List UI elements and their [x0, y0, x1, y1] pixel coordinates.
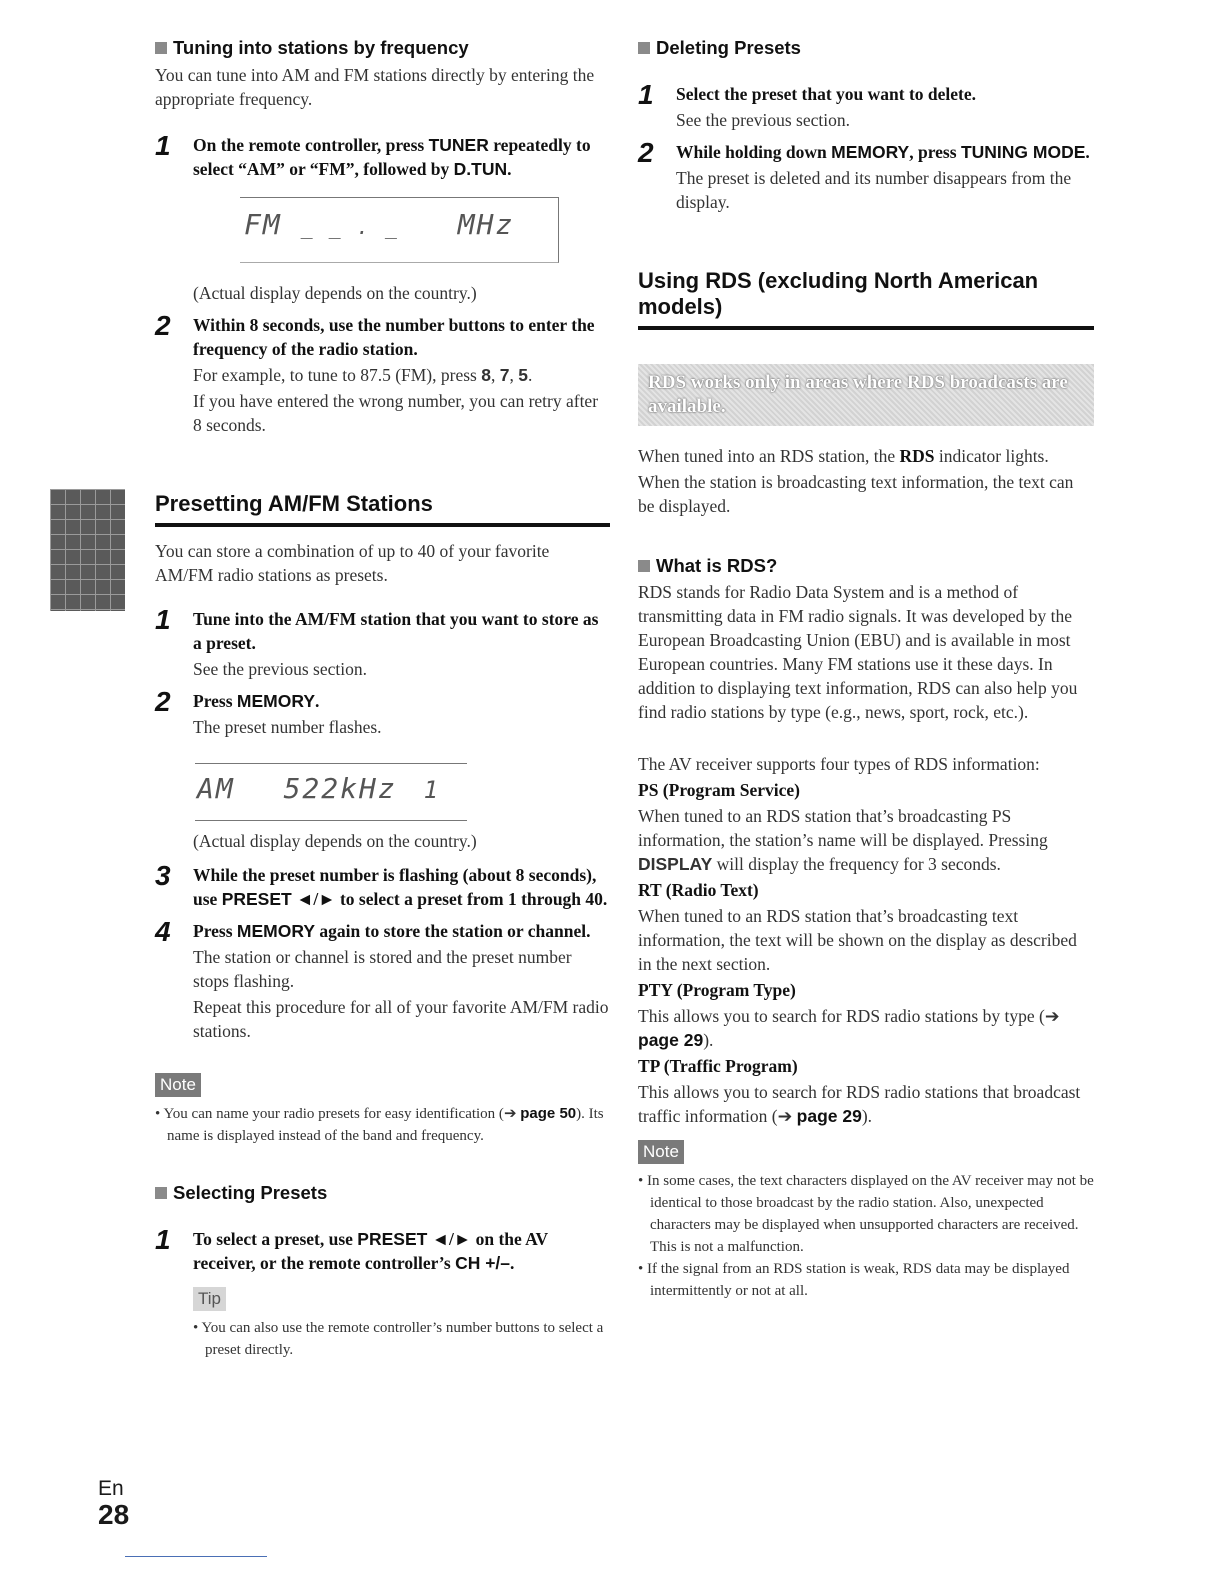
tuning-heading: Tuning into stations by frequency [155, 36, 610, 60]
note-label: Note [638, 1140, 684, 1164]
presetting-step-2: 2 Press MEMORY. The preset number flashes. [155, 686, 382, 737]
rds-types-intro: The AV receiver supports four types of RDS information: [638, 754, 1040, 774]
rds-paragraph-1: When tuned into an RDS station, the RDS indicator lights. [638, 446, 1049, 466]
square-bullet-icon [638, 560, 650, 572]
note-item: • If the signal from an RDS station is weak, RDS data may be displayed intermittently or not at all. [638, 1261, 1070, 1299]
rds-availability-banner: RDS works only in areas where RDS broadcasts are available. [638, 364, 1094, 426]
square-bullet-icon [638, 42, 650, 54]
deleting-heading: Deleting Presets [638, 36, 1094, 60]
deleting-step-2: 2 While holding down MEMORY, press TUNING MODE. The preset is deleted and its number disappears from the display. [638, 137, 1090, 212]
note-box [638, 1140, 1094, 1302]
selecting-heading: Selecting Presets [155, 1181, 610, 1205]
rds-paragraph-2: When the station is broadcasting text information, the text can be displayed. [638, 472, 1074, 516]
language-label: En [98, 1477, 124, 1500]
display-unit: MHz [457, 208, 515, 241]
note-label: Note [155, 1073, 201, 1097]
deleting-step-1: 1 Select the preset that you want to delete. See the previous section. [638, 79, 977, 130]
page-29-link[interactable]: page 29 [796, 1106, 862, 1126]
presetting-heading: Presetting AM/FM Stations [155, 491, 610, 527]
presetting-intro: You can store a combination of up to 40 of your favorite AM/FM radio stations as presets. [155, 541, 550, 585]
tip-label: Tip [193, 1287, 226, 1311]
ps-text: When tuned to an RDS station that’s broadcasting PS information, the station’s name will be displayed. Pressing DISPLAY will display the frequency for 3 seconds. [638, 806, 1048, 874]
display-digits: _ _ . _ [300, 215, 399, 239]
tip-item: • You can also use the remote controller’s number buttons to select a preset directly. [193, 1320, 604, 1358]
display-frequency: 522 [283, 772, 341, 805]
tuning-intro: You can tune into AM and FM stations directly by entering the appropriate frequency. [155, 65, 595, 109]
what-is-rds-paragraph: RDS stands for Radio Data System and is a method of transmitting data in FM radio signals. It was developed by the European Broadcasting Union (EBU) and is available in most European countries. Many FM stations use it these days. In addition to displaying text information, RDS can also help you find radio stations by type (e.g., news, sport, rock, etc.). [638, 582, 1078, 722]
tp-text: This allows you to search for RDS radio stations that broadcast traffic information (➔ page 29). [638, 1082, 1081, 1126]
note-item: • You can name your radio presets for easy identification (➔ page 50). Its name is displayed instead of the band and frequency. [155, 1105, 604, 1144]
note-item: • In some cases, the text characters displayed on the AV receiver may not be identical to those broadcast by the radio station. Also, unexpected characters may be displayed when unsupported characters are received. This is not a malfunction. [638, 1173, 1094, 1255]
ps-title: PS (Program Service) [638, 780, 800, 800]
rt-title: RT (Radio Text) [638, 880, 759, 900]
presetting-step-3: 3 While the preset number is flashing (about 8 seconds), use PRESET ◄/► to select a preset from 1 through 40. [155, 860, 608, 909]
right-column [638, 36, 1094, 1302]
what-is-rds-heading: What is RDS? [638, 554, 1094, 578]
fm-display-illustration [240, 197, 559, 263]
pty-title: PTY (Program Type) [638, 980, 796, 1000]
presetting-caption: (Actual display depends on the country.) [193, 831, 477, 851]
left-column [155, 36, 610, 1361]
page-number: 28 [98, 1499, 130, 1530]
tuning-caption: (Actual display depends on the country.) [193, 283, 477, 303]
page-footer [98, 1478, 129, 1530]
display-band: AM [197, 772, 235, 805]
tuning-step-2: 2 Within 8 seconds, use the number buttons to enter the frequency of the radio station. For example, to tune to 87.5 (FM), press 8, 7, 5. If you have entered the wrong number, you can retry after 8 seconds. [155, 310, 599, 435]
section-tab-marker [50, 489, 125, 611]
rds-heading: Using RDS (excluding North American models) [638, 268, 1094, 330]
note-box [155, 1073, 610, 1147]
display-preset-number: 1 [423, 776, 441, 804]
tip-box [193, 1287, 610, 1361]
page-29-link[interactable]: page 29 [638, 1030, 704, 1050]
am-display-illustration [195, 763, 467, 821]
tuning-step-1: 1 On the remote controller, press TUNER repeatedly to select “AM” or “FM”, followed by D.TUN. [155, 130, 591, 179]
display-band: FM [244, 208, 282, 241]
rt-text: When tuned to an RDS station that’s broadcasting text information, the text will be shown on the display as described in the next section. [638, 906, 1077, 974]
presetting-step-4: 4 Press MEMORY again to store the station or channel. The station or channel is stored and the preset number stops flashing. Repeat this procedure for all of your favorite AM/FM radio stations. [155, 916, 609, 1041]
presetting-step-1: 1 Tune into the AM/FM station that you want to store as a preset. See the previous section. [155, 604, 599, 679]
footer-rule [125, 1556, 267, 1557]
square-bullet-icon [155, 1187, 167, 1199]
selecting-step-1: 1 To select a preset, use PRESET ◄/► on the AV receiver, or the remote controller’s CH +/–. [155, 1224, 548, 1273]
square-bullet-icon [155, 42, 167, 54]
display-unit: kHz [340, 772, 397, 805]
tp-title: TP (Traffic Program) [638, 1056, 798, 1076]
pty-text: This allows you to search for RDS radio stations by type (➔ page 29). [638, 1006, 1060, 1050]
